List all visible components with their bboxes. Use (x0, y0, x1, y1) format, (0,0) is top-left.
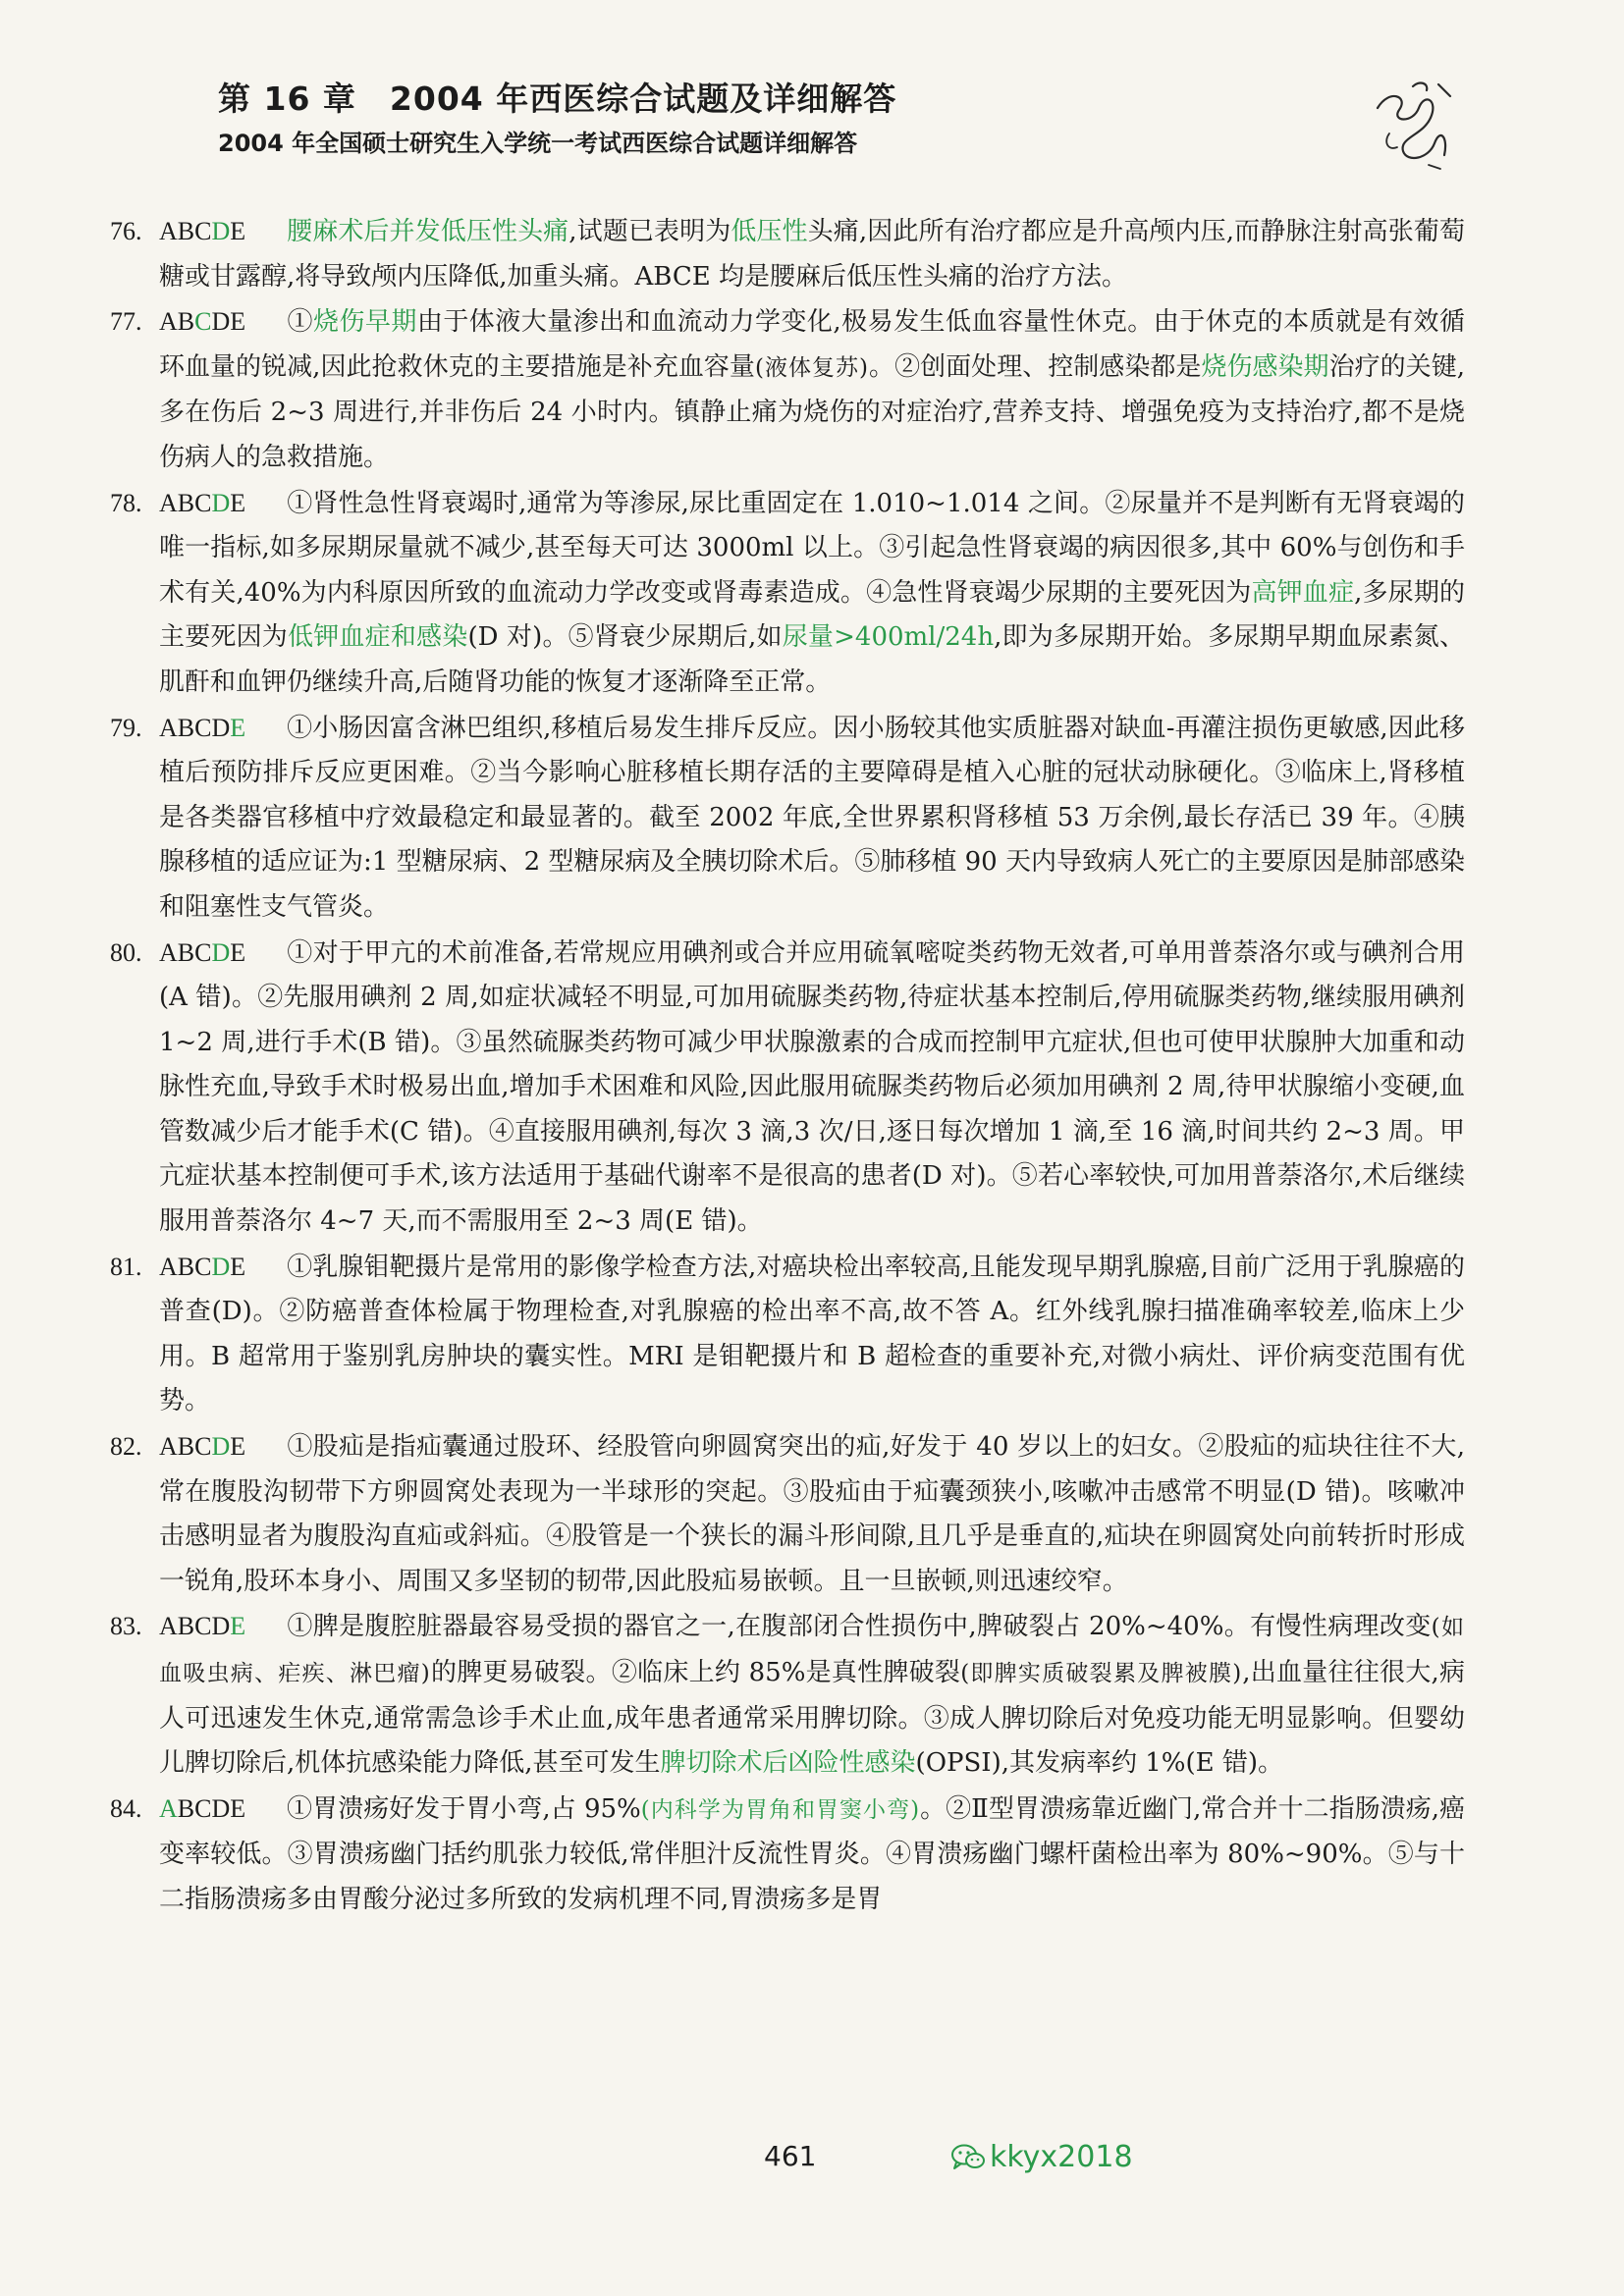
explanation-text: ①乳腺钼靶摄片是常用的影像学检查方法,对癌块检出率较高,且能发现早期乳腺癌,目前广泛用于乳腺癌的普查(D)。②防癌普查体检属于物理检查,对乳腺癌的检出率不高,故不答 A。红外线乳腺扫描准确率较差,临床上少用。B 超常用于鉴别乳房肿块的囊实性。MRI 是钼靶摄片和 B 超检查的重要补充,对微小病灶、评价病变范围有优势。 (159, 1252, 1465, 1416)
correct-answer: D (211, 488, 231, 517)
answer-entry (110, 706, 1465, 931)
option-letters: E (230, 937, 246, 967)
explanation-text: ,多尿期的主要死因为 (159, 577, 1465, 653)
answer-entry (110, 1424, 1465, 1604)
explanation-text: ①肾性急性肾衰竭时,通常为等渗尿,尿比重固定在 1.010~1.014 之间。②尿量并不是判断有无肾衰竭的唯一指标,如多尿期尿量就不减少,甚至每天可达 3000ml 以上。③引起急性肾衰竭的病因很多,其中 60%与创伤和手术有关,40%为内科原因所致的血流动力学改变或肾毒素造成。④急性肾衰竭少尿期的主要死因为 (159, 488, 1465, 608)
question-number: 76. (110, 217, 142, 245)
explanation-text: ①小肠因富含淋巴组织,移植后易发生排斥反应。因小肠较其他实质脏器对缺血-再灌注损伤更敏感,因此移植后预防排斥反应更困难。②当今影响心脏移植长期存活的主要障碍是植入心脏的冠状动脉硬化。③临床上,肾移植是各类器官移植中疗效最稳定和最显著的。截至 2002 年底,全世界累积肾移植 53 万余例,最长存活已 39 年。④胰腺移植的适应证为:1 型糖尿病、2 型糖尿病及全胰切除术后。⑤肺移植 90 天内导致病人死亡的主要原因是肺部感染和阻塞性支气管炎。 (159, 713, 1465, 922)
highlighted-phrase: 低压性 (731, 217, 808, 246)
explanation-text: ① (287, 307, 313, 338)
option-letters: E (230, 488, 246, 517)
explanation-text: 的脾更易破裂。②临床上约 85%是真性脾破裂 (430, 1658, 961, 1687)
option-letters: E (230, 217, 246, 245)
option-letters: ABC (159, 937, 212, 967)
explanation-text: ①股疝是指疝囊通过股环、经股管向卵圆窝突出的疝,好发于 40 岁以上的妇女。②股疝的疝块往往不大,常在腹股沟韧带下方卵圆窝处表现为一半球形的突起。③股疝由于疝囊颈狭小,咳嗽冲击感常不明显(D 错)。咳嗽冲击感明显者为腹股沟直疝或斜疝。④股管是一个狭长的漏斗形间隙,且几乎是垂直的,疝块在卵圆窝处向前转折时形成一锐角,股环本身小、周围又多坚韧的韧带,因此股疝易嵌顿。且一旦嵌顿,则迅速绞窄。 (159, 1432, 1465, 1596)
option-letters: BCDE (177, 1793, 246, 1823)
question-number: 78. (110, 488, 142, 517)
correct-answer: C (194, 307, 212, 337)
scribble-ornament-icon (1370, 79, 1458, 172)
question-number: 81. (110, 1252, 142, 1281)
answer-options (159, 299, 287, 345)
highlighted-phrase: (内科学为胃角和胃窦小弯) (640, 1796, 921, 1823)
option-letters: ABCD (159, 713, 231, 742)
explanation-text: 头痛,因此所有治疗都应是升高颅内压,而静脉注射高张葡萄糖或甘露醇,将导致颅内压降低,加重头痛。ABCE 均是腰麻后低压性头痛的治疗方法。 (159, 217, 1465, 292)
explanation-text: 由于体液大量渗出和血流动力学变化,极易发生低血容量性休克。由于休克的本质就是有效循环血量的锐减,因此抢救休克的主要措施是补充血容量 (159, 307, 1465, 382)
option-letters: ABC (159, 488, 212, 517)
highlighted-phrase: 高钾血症 (1251, 577, 1355, 608)
option-letters: ABCD (159, 1612, 231, 1641)
answer-list (110, 209, 1465, 1923)
explanation-text: ①脾是腹腔脏器最容易受损的器官之一,在腹部闭合性损伤中,脾破裂占 20%~40%。有慢性病理改变 (287, 1612, 1432, 1642)
answer-text (159, 1424, 1465, 1604)
highlighted-phrase: 脾切除术后凶险性感染 (660, 1748, 916, 1779)
answer-options (159, 1245, 287, 1290)
answer-entry (110, 1245, 1465, 1424)
answer-options (159, 1604, 287, 1649)
page-header (218, 77, 896, 163)
answer-entry (110, 1604, 1465, 1786)
chapter-subtitle: 2004 年全国硕士研究生入学统一考试西医综合试题详细解答 (218, 130, 858, 157)
answer-text (159, 1787, 1465, 1923)
highlighted-phrase: 烧伤早期 (312, 307, 417, 338)
question-number: 84. (110, 1793, 142, 1823)
option-letters: ABC (159, 1252, 212, 1281)
highlighted-phrase: (即脾实质破裂累及脾被膜) (960, 1661, 1243, 1686)
option-letters: E (230, 1252, 246, 1281)
correct-answer: A (159, 1793, 178, 1823)
option-letters: AB (159, 307, 195, 337)
answer-text (159, 1245, 1465, 1424)
explanation-text: 治疗的关键,多在伤后 2~3 周进行,并非伤后 24 小时内。镇静止痛为烧伤的对症治疗,营养支持、增强免疫为支持治疗,都不是烧伤病人的急救措施。 (159, 351, 1465, 472)
answer-entry (110, 481, 1465, 706)
correct-answer: D (211, 217, 231, 245)
highlighted-phrase: 腰麻术后并发低压性头痛 (287, 217, 569, 246)
page-footer (0, 2140, 1624, 2179)
highlighted-phrase: (如血吸虫病、疟疾、淋巴瘤) (159, 1615, 1465, 1686)
highlighted-phrase: (液体复苏) (754, 354, 870, 381)
correct-answer: D (211, 937, 231, 967)
wechat-icon (950, 2143, 986, 2172)
explanation-text: ,出血量往往很大,病人可迅速发生休克,通常需急诊手术止血,成年患者通常采用脾切除。③成人脾切除后对免疫功能无明显影响。但婴幼儿脾切除后,机体抗感染能力降低,甚至可发生 (159, 1658, 1466, 1779)
answer-text (159, 931, 1465, 1245)
question-number: 83. (110, 1612, 142, 1641)
chapter-title: 第 16 章 2004 年西医综合试题及详细解答 (218, 80, 897, 118)
answer-options (159, 209, 287, 254)
correct-answer: E (230, 713, 246, 742)
answer-options (159, 1424, 287, 1469)
option-letters: ABC (159, 1432, 212, 1462)
answer-entry (110, 299, 1465, 480)
page-number: 461 (764, 2140, 817, 2172)
watermark (950, 2140, 1133, 2174)
answer-text (159, 299, 1465, 480)
answer-options (159, 1787, 287, 1832)
explanation-text: (OPSI),其发病率约 1%(E 错)。 (915, 1748, 1284, 1779)
answer-text (159, 1604, 1465, 1786)
correct-answer: E (230, 1612, 246, 1641)
explanation-text: (D 对)。⑤肾衰少尿期后,如 (467, 622, 783, 653)
answer-options (159, 481, 287, 526)
answer-text (159, 209, 1465, 299)
explanation-text: 。②Ⅱ型胃溃疡靠近幽门,常合并十二指肠溃疡,癌变率较低。③胃溃疡幽门括约肌张力较低,常伴胆汁反流性胃炎。④胃溃疡幽门螺杆菌检出率为 80%~90%。⑤与十二指肠溃疡多由胃酸分泌过多所致的发病机理不同,胃溃疡多是胃 (159, 1793, 1466, 1914)
explanation-text: ,即为多尿期开始。多尿期早期血尿素氮、肌酐和血钾仍继续升高,后随肾功能的恢复才逐渐降至正常。 (159, 622, 1465, 697)
watermark-text: kkyx2018 (990, 2140, 1133, 2174)
question-number: 79. (110, 713, 142, 742)
explanation-text: ①胃溃疡好发于胃小弯,占 95% (287, 1793, 641, 1824)
highlighted-phrase: 烧伤感染期 (1201, 351, 1329, 382)
explanation-text: ,试题已表明为 (568, 217, 731, 246)
answer-entry (110, 1787, 1465, 1923)
explanation-text: 。②创面处理、控制感染都是 (869, 351, 1202, 382)
answer-text (159, 481, 1465, 706)
highlighted-phrase: 低钾血症和感染 (288, 622, 468, 653)
option-letters: E (230, 1432, 246, 1462)
answer-options (159, 931, 287, 976)
option-letters: DE (211, 307, 246, 337)
option-letters: ABC (159, 217, 212, 245)
question-number: 77. (110, 307, 142, 337)
question-number: 80. (110, 937, 142, 967)
answer-entry (110, 931, 1465, 1245)
explanation-text: ①对于甲亢的术前准备,若常规应用碘剂或合并应用硫氧嘧啶类药物无效者,可单用普萘洛尔或与碘剂合用(A 错)。②先服用碘剂 2 周,如症状减轻不明显,可加用硫脲类药物,待症状基本控制后,停用硫脲类药物,继续服用碘剂 1~2 周,进行手术(B 错)。③虽然硫脲类药物可减少甲状腺激素的合成而控制甲亢症状,但也可使甲状腺肿大加重和动脉性充血,导致手术时极易出血,增加手术困难和风险,因此服用硫脲类药物后必须加用碘剂 2 周,待甲状腺缩小变硬,血管数减少后才能手术(C 错)。④直接服用碘剂,每次 3 滴,3 次/日,逐日每次增加 1 滴,至 16 滴,时间共约 2~3 周。甲亢症状基本控制便可手术,该方法适用于基础代谢率不是很高的患者(D 对)。⑤若心率较快,可加用普萘洛尔,术后继续服用普萘洛尔 4~7 天,而不需服用至 2~3 周(E 错)。 (159, 937, 1465, 1237)
highlighted-phrase: 尿量>400ml/24h (782, 622, 995, 653)
correct-answer: D (211, 1432, 231, 1462)
question-number: 82. (110, 1432, 142, 1462)
answer-text (159, 706, 1465, 931)
answer-entry (110, 209, 1465, 299)
correct-answer: D (211, 1252, 231, 1281)
answer-options (159, 706, 287, 751)
